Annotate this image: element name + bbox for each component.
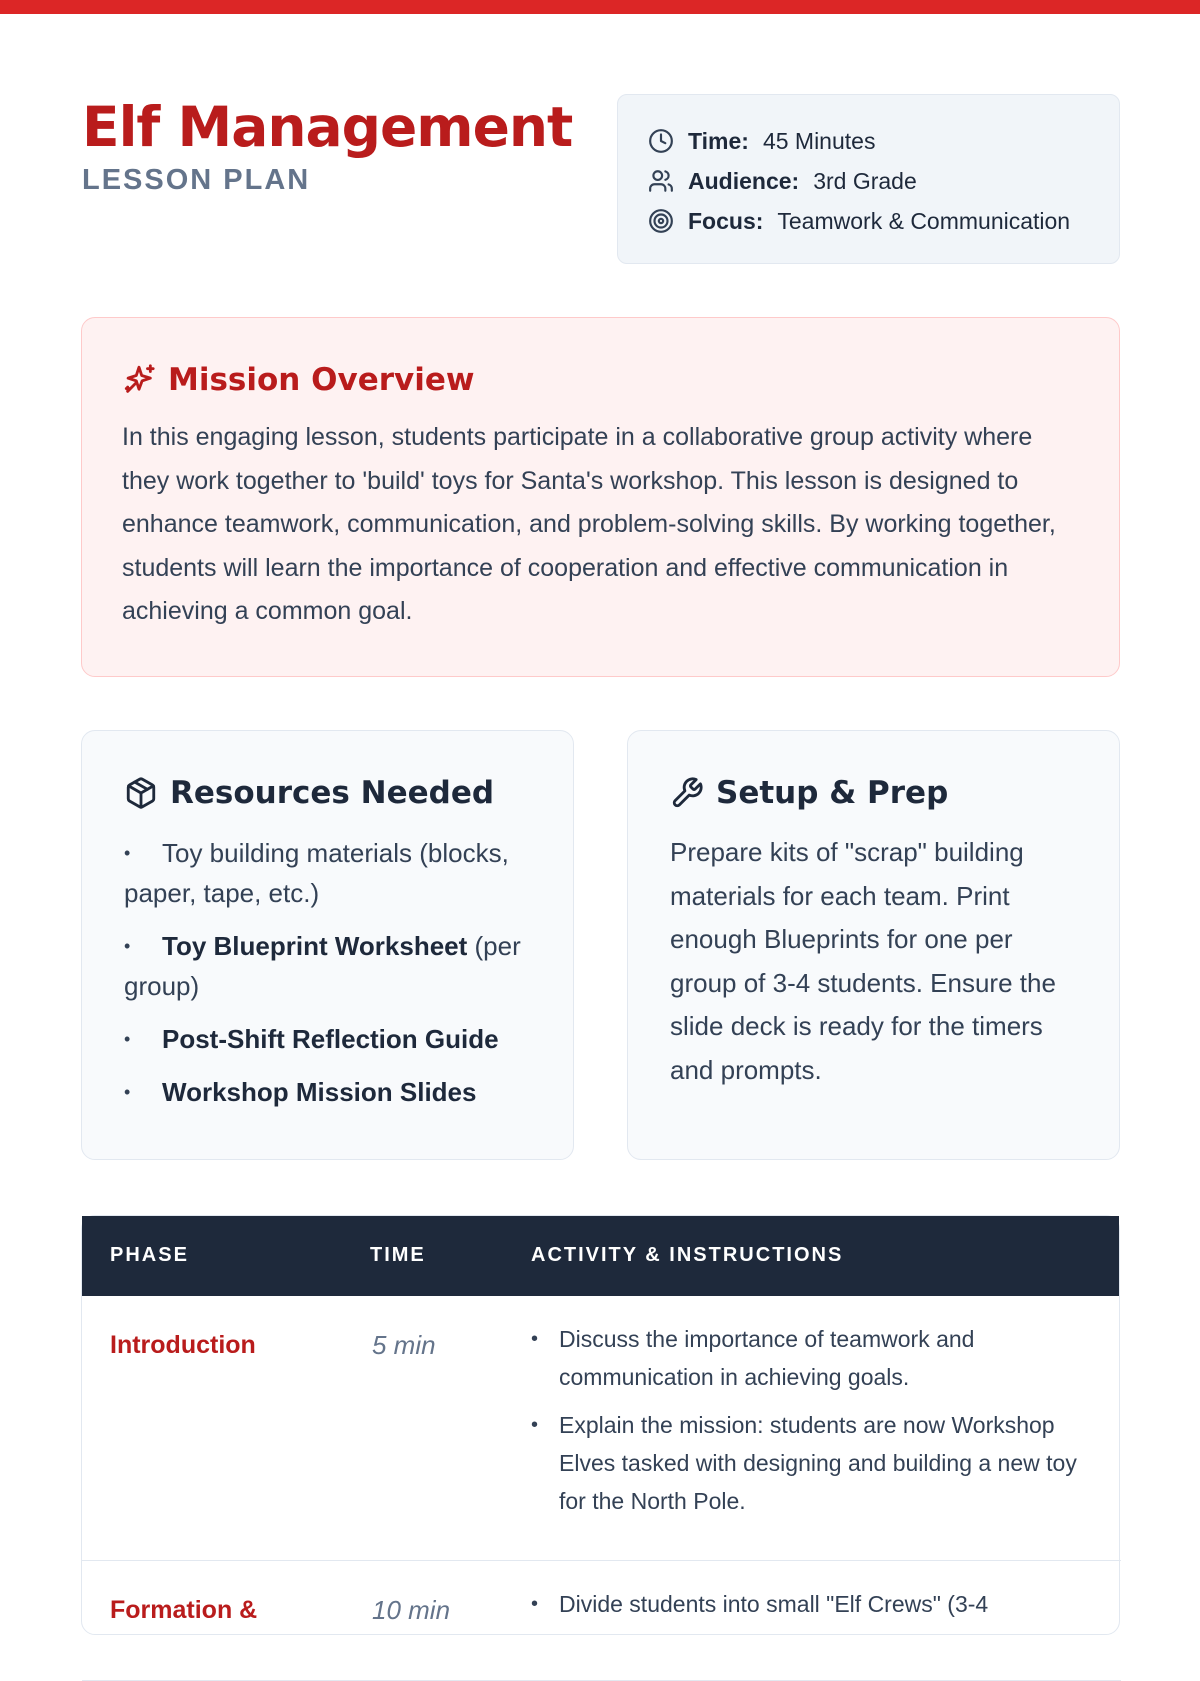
activity-item: • Discuss the importance of teamwork and communication in achieving goals. (531, 1320, 1101, 1396)
wrench-icon (670, 776, 704, 810)
activity-cell (531, 1585, 1101, 1633)
page-subtitle: LESSON PLAN (82, 164, 311, 196)
mission-overview-title: Mission Overview (168, 362, 475, 398)
users-icon (648, 168, 674, 194)
meta-focus-value: Teamwork & Communication (777, 207, 1071, 234)
setup-text: Prepare kits of "scrap" building materials for each team. Print enough Blueprints for one per group of 3-4 students. Ensure the slide deck is ready for the timers and prompts. (670, 837, 1056, 1085)
list-item: • Toy building materials (blocks, paper, tape, etc.) (124, 838, 509, 908)
resources-heading (124, 775, 533, 811)
meta-time (648, 121, 1119, 161)
meta-audience-label: Audience: (688, 167, 800, 194)
activity-cell (531, 1320, 1101, 1530)
table-row (82, 1296, 1121, 1561)
table-header (82, 1216, 1119, 1296)
mission-overview-card (81, 317, 1120, 677)
table-row (82, 1561, 1121, 1681)
mission-overview-heading (122, 362, 1079, 398)
resources-title: Resources Needed (170, 775, 495, 811)
list-item: • Toy Blueprint Worksheet (per group) (124, 931, 521, 1001)
column-header-phase: PHASE (110, 1244, 189, 1266)
target-icon (648, 208, 674, 234)
phase-cell: Introduction (110, 1331, 256, 1359)
mission-overview-text: In this engaging lesson, students participate in a collaborative group activity where they work together to 'build' toys for Santa's workshop. This lesson is designed to enhance teamwork, communication, and problem-solving skills. By working together, students will learn the importance of cooperation and effective communication in achieving a common goal. (122, 423, 1056, 625)
column-header-time: TIME (370, 1244, 426, 1266)
meta-time-label: Time: (688, 127, 749, 154)
list-item: • Post-Shift Reflection Guide (124, 1024, 499, 1054)
lesson-meta-box (617, 94, 1120, 264)
setup-card (627, 730, 1120, 1160)
activity-item: • Explain the mission: students are now Workshop Elves tasked with designing and building a new toy for the North Pole. (531, 1406, 1101, 1520)
time-cell: 5 min (372, 1330, 436, 1360)
meta-focus (648, 201, 1119, 241)
phase-cell: Formation & (110, 1596, 258, 1624)
resources-card (81, 730, 574, 1160)
meta-focus-label: Focus: (688, 207, 764, 234)
page-title: Elf Management (82, 95, 573, 159)
package-icon (124, 776, 158, 810)
time-cell: 10 min (372, 1595, 451, 1625)
list-item: • Workshop Mission Slides (124, 1077, 477, 1107)
top-accent-bar (0, 0, 1200, 14)
resources-list (124, 833, 533, 1112)
meta-audience (648, 161, 1119, 201)
setup-heading (670, 775, 1079, 811)
meta-time-value: 45 Minutes (762, 127, 876, 154)
activity-item: • Divide students into small "Elf Crews" (3-4 (531, 1585, 1101, 1623)
clock-icon (648, 128, 674, 154)
sparkles-icon (122, 363, 156, 397)
setup-title: Setup & Prep (716, 775, 949, 811)
page-header (82, 92, 582, 197)
meta-audience-value: 3rd Grade (813, 167, 917, 194)
lesson-schedule-table (81, 1215, 1120, 1635)
column-header-activity: ACTIVITY & INSTRUCTIONS (531, 1244, 844, 1266)
